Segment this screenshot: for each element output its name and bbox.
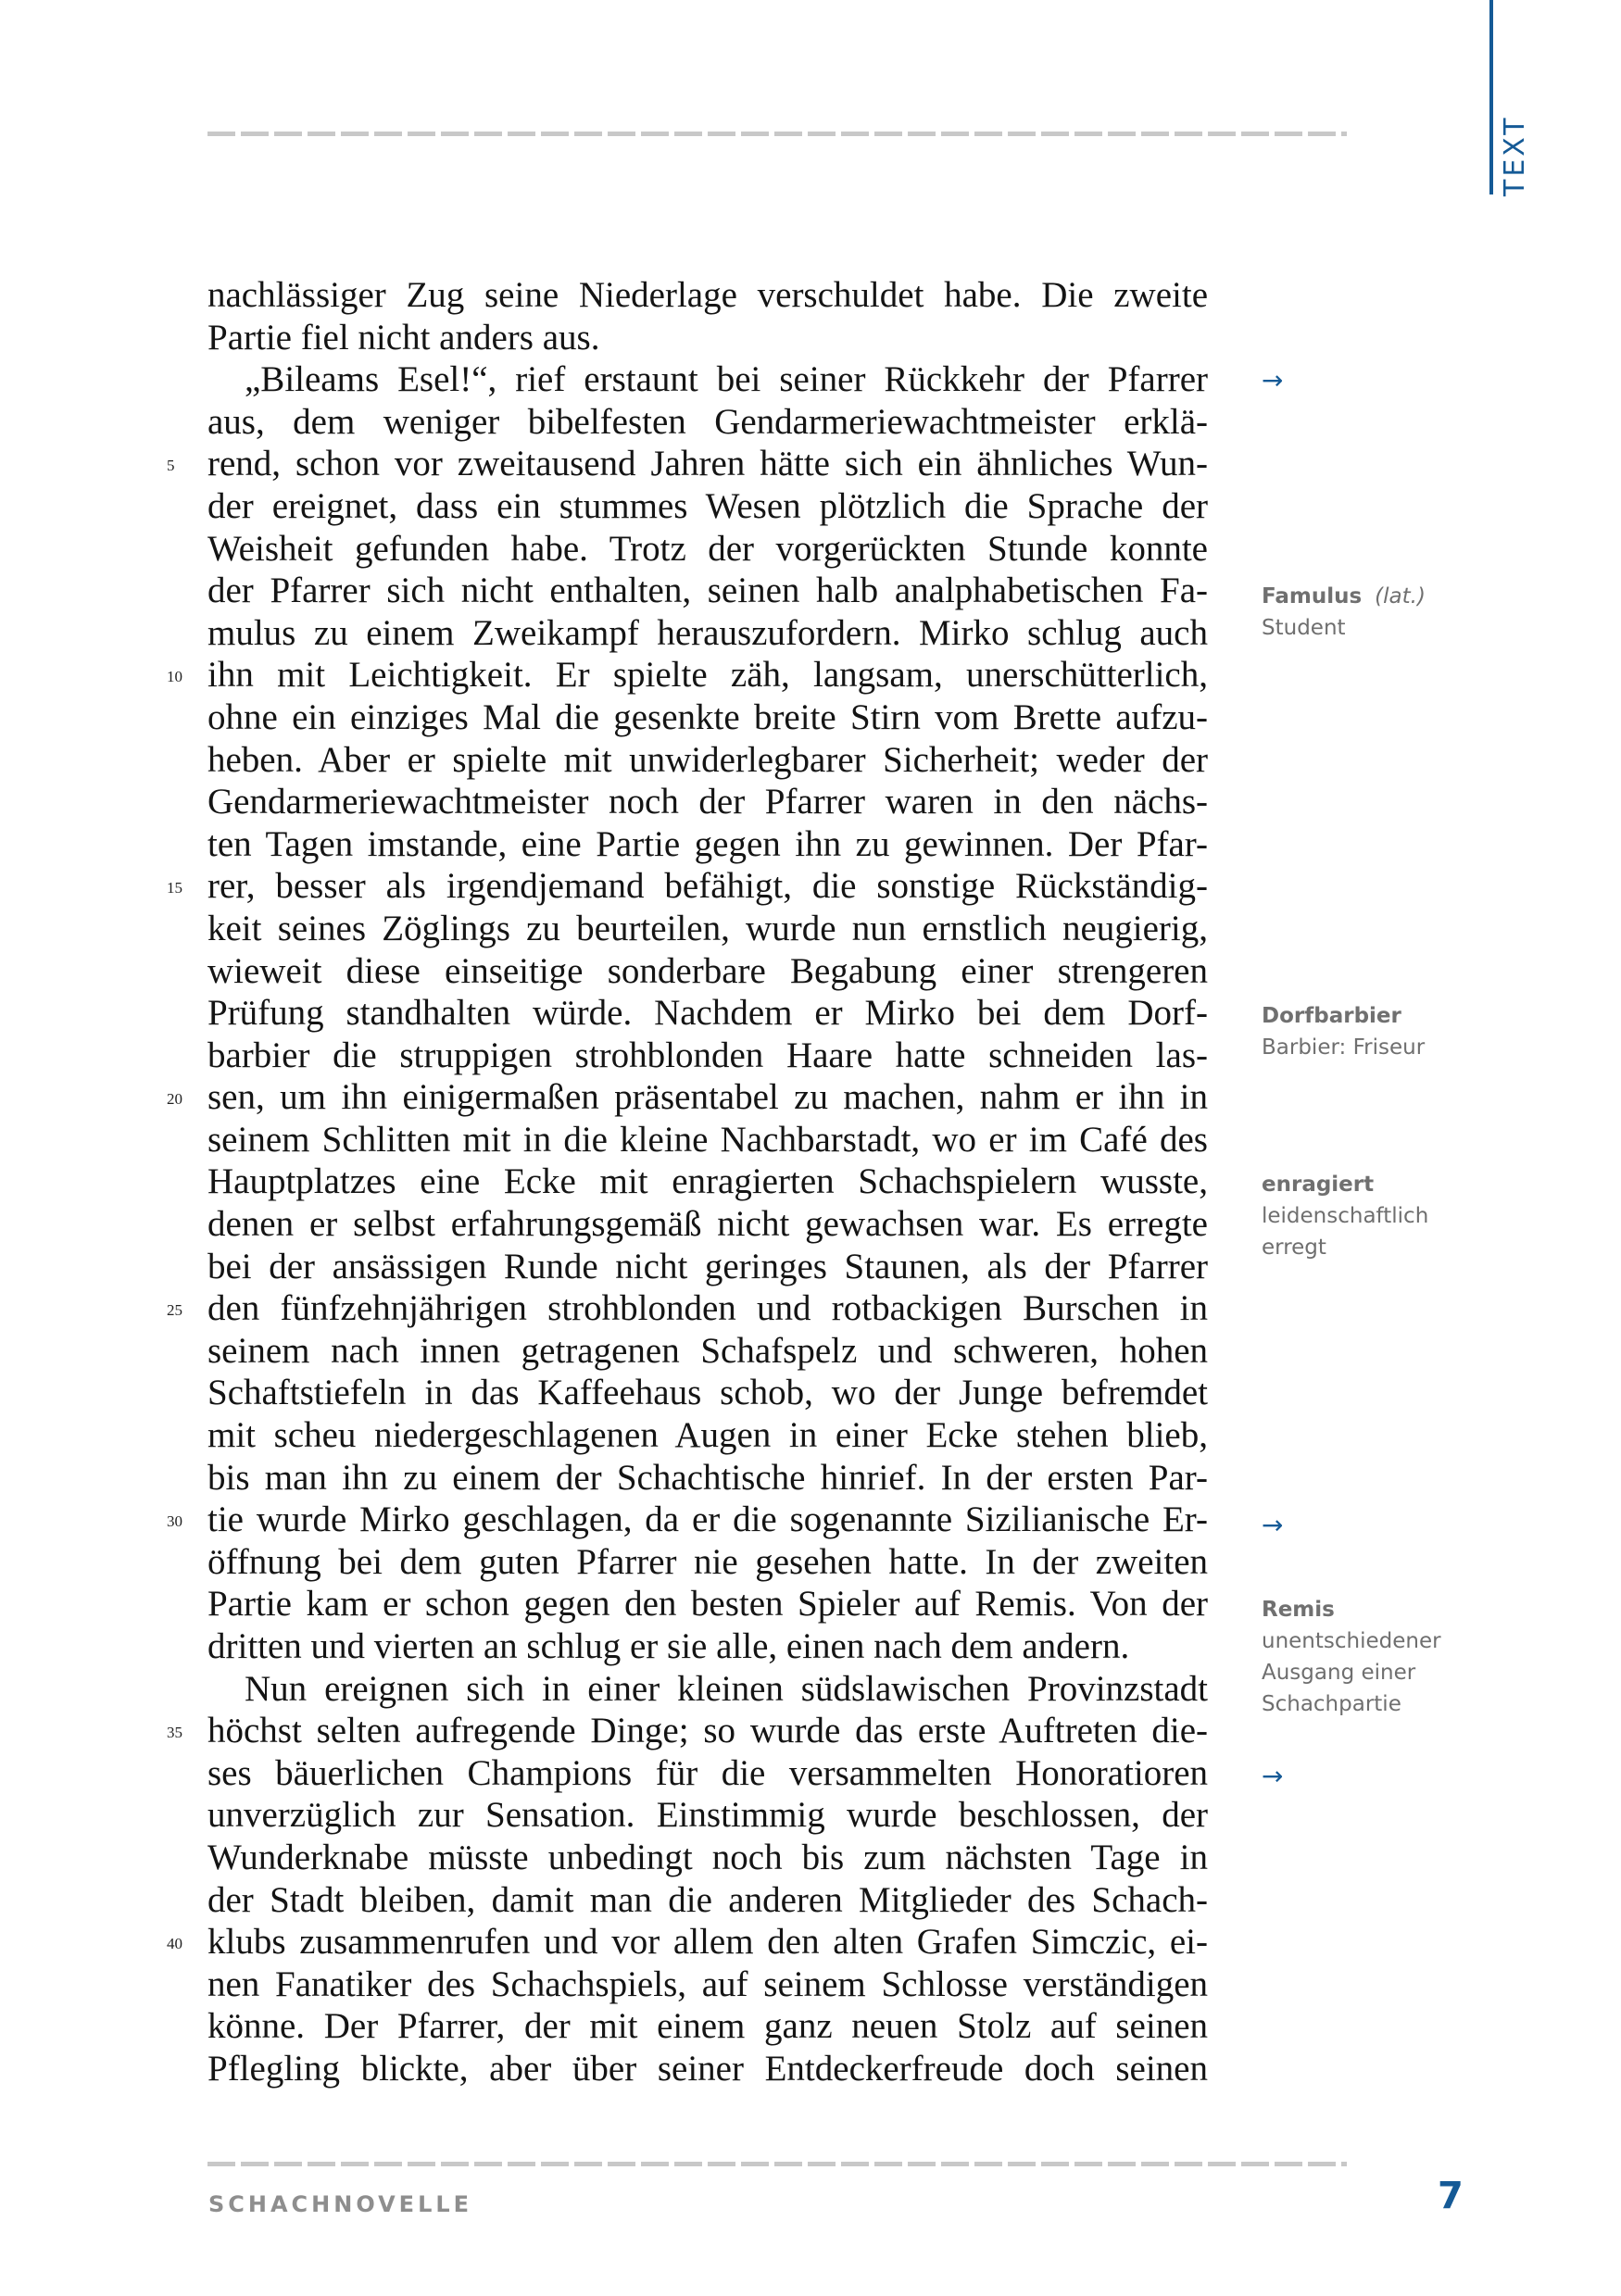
gloss-entry	[1262, 1169, 1428, 1263]
text-line-content: aus, dem weniger bibelfesten Gendarmeriewachtmeister erklä-	[207, 401, 1208, 442]
line-number: 5	[167, 457, 175, 475]
text-line-content: ses bäuerlichen Champions für die versammelten Honoratioren	[207, 1752, 1208, 1793]
text-line	[207, 1414, 1208, 1457]
line-number: 15	[167, 879, 182, 897]
text-line	[207, 1330, 1208, 1373]
text-line	[207, 274, 1208, 317]
text-line-content: Partie fiel nicht anders aus.	[207, 317, 600, 358]
text-line-content: mit scheu niedergeschlagenen Augen in einer Ecke stehen blieb,	[207, 1415, 1208, 1456]
gloss-term: Remis	[1262, 1598, 1335, 1622]
line-number: 25	[167, 1301, 182, 1320]
gloss-definition: Barbier: Friseur	[1262, 1035, 1426, 1060]
text-line-content: nen Fanatiker des Schachspiels, auf seinem Schlosse verständigen	[207, 1964, 1208, 2004]
body-text	[167, 274, 1208, 2090]
text-line	[207, 696, 1208, 739]
text-line	[167, 1076, 1208, 1119]
text-line-content: Nun ereignen sich in einer kleinen südslawischen Provinzstadt	[245, 1668, 1208, 1709]
text-line-content: tie wurde Mirko geschlagen, da er die sogenannte Sizilianische Er-	[207, 1499, 1208, 1540]
gloss-entry	[1262, 1000, 1425, 1063]
text-line	[207, 1246, 1208, 1288]
gloss-definition: leidenschaftlich	[1262, 1204, 1429, 1228]
text-line-content: der Pfarrer sich nicht enthalten, seinen halb analphabetischen Fa-	[207, 571, 1208, 611]
text-line-content: öffnung bei dem guten Pfarrer nie gesehen hatte. In der zweiten	[207, 1541, 1208, 1582]
running-footer-title: SCHACHNOVELLE	[208, 2191, 473, 2217]
gloss-term: enragiert	[1262, 1173, 1375, 1197]
right-arrow-icon: →	[1262, 365, 1284, 395]
text-line	[207, 1203, 1208, 1246]
text-line	[207, 1161, 1208, 1203]
text-line	[207, 1457, 1208, 1499]
top-dashed-divider	[207, 132, 1347, 136]
text-line-content: heben. Aber er spielte mit unwiderlegbarer Sicherheit; weder der	[207, 739, 1208, 780]
text-line-content: der Stadt bleiben, damit man die anderen Mitglieder des Schach-	[207, 1879, 1208, 1920]
text-line-content: sen, um ihn einigermaßen präsentabel zu machen, nahm er ihn in	[207, 1077, 1208, 1118]
gloss-definition: unentschiedener	[1262, 1629, 1441, 1653]
text-line	[167, 865, 1208, 908]
text-line	[207, 612, 1208, 655]
text-line-content: Pflegling blickte, aber über seiner Entdeckerfreude doch seinen	[207, 2048, 1208, 2089]
text-line-content: könne. Der Pfarrer, der mit einem ganz neuen Stolz auf seinen	[207, 2006, 1208, 2047]
text-line	[207, 1541, 1208, 1584]
text-line-content: Schaftstiefeln in das Kaffeehaus schob, wo der Junge befremdet	[207, 1373, 1208, 1413]
text-line	[207, 1625, 1208, 1668]
text-line-content: seinem nach innen getragenen Schafspelz und schweren, hohen	[207, 1330, 1208, 1371]
text-line-content: Prüfung standhalten würde. Nachdem er Mirko bei dem Dorf-	[207, 993, 1208, 1034]
text-line-content: Wunderknabe müsste unbedingt noch bis zum nächsten Tage in	[207, 1837, 1208, 1877]
line-number: 10	[167, 668, 182, 686]
text-line	[207, 1964, 1208, 2006]
text-line-content: bei der ansässigen Runde nicht geringes Staunen, als der Pfarrer	[207, 1246, 1208, 1286]
text-line-content: mulus zu einem Zweikampf herauszufordern. Mirko schlug auch	[207, 612, 1208, 653]
text-line-content: bis man ihn zu einem der Schachtische hinrief. In der ersten Par-	[207, 1457, 1208, 1498]
gloss-definition: Student	[1262, 616, 1346, 640]
text-line	[207, 1837, 1208, 1879]
text-line	[207, 2048, 1208, 2090]
page-number: 7	[1438, 2175, 1464, 2217]
text-line-content: denen er selbst erfahrungsgemäß nicht gewachsen war. Es erregte	[207, 1204, 1208, 1245]
text-line	[207, 317, 1208, 359]
text-line	[207, 992, 1208, 1035]
gloss-definition: Ausgang einer	[1262, 1661, 1416, 1685]
text-line-content: ohne ein einziges Mal die gesenkte breite Stirn vom Brette aufzu-	[207, 696, 1208, 737]
line-number: 20	[167, 1090, 182, 1109]
gloss-language-note: (lat.)	[1375, 584, 1426, 609]
text-line	[207, 1752, 1208, 1795]
section-tab-label: TEXT	[1499, 115, 1531, 196]
text-line	[207, 570, 1208, 612]
line-number: 30	[167, 1512, 182, 1531]
text-line	[207, 1794, 1208, 1837]
text-line-content: keit seines Zöglings zu beurteilen, wurde nun ernstlich neugierig,	[207, 908, 1208, 948]
line-number: 35	[167, 1724, 182, 1742]
text-line	[167, 1287, 1208, 1330]
gloss-definition: erregt	[1262, 1236, 1326, 1260]
text-line	[207, 1035, 1208, 1077]
text-line-content: Partie kam er schon gegen den besten Spieler auf Remis. Von der	[207, 1584, 1208, 1625]
text-line	[207, 781, 1208, 823]
text-line	[207, 739, 1208, 782]
right-arrow-icon: →	[1262, 1761, 1284, 1791]
text-line	[207, 485, 1208, 528]
text-line	[167, 654, 1208, 696]
text-line	[167, 1499, 1208, 1541]
text-line-content: Gendarmeriewachtmeister noch der Pfarrer waren in den nächs-	[207, 782, 1208, 822]
text-line-content: den fünfzehnjährigen strohblonden und rotbackigen Burschen in	[207, 1288, 1208, 1329]
text-line	[167, 443, 1208, 485]
text-line	[207, 2005, 1208, 2048]
text-line	[207, 358, 1208, 401]
text-line	[167, 1710, 1208, 1752]
text-line	[207, 401, 1208, 444]
gloss-entry	[1262, 581, 1426, 644]
text-line-content: rend, schon vor zweitausend Jahren hätte sich ein ähnliches Wun-	[207, 444, 1208, 484]
text-line	[207, 823, 1208, 866]
text-line-content: rer, besser als irgendjemand befähigt, die sonstige Rückständig-	[207, 866, 1208, 907]
text-line-content: der ereignet, dass ein stummes Wesen plötzlich die Sprache der	[207, 485, 1208, 526]
text-line	[207, 950, 1208, 993]
text-line-content: ten Tagen imstande, eine Partie gegen ihn zu gewinnen. Der Pfar-	[207, 823, 1208, 864]
text-line-content: höchst selten aufregende Dinge; so wurde das erste Auftreten die-	[207, 1711, 1208, 1751]
right-arrow-icon: →	[1262, 1510, 1284, 1540]
text-line	[207, 1372, 1208, 1414]
text-line-content: nachlässiger Zug seine Niederlage verschuldet habe. Die zweite	[207, 275, 1208, 315]
gloss-term: Dorfbarbier	[1262, 1004, 1401, 1028]
text-line	[207, 528, 1208, 571]
text-line	[207, 1583, 1208, 1625]
text-line-content: wieweit diese einseitige sonderbare Begabung einer strengeren	[207, 950, 1208, 991]
text-line-content: ihn mit Leichtigkeit. Er spielte zäh, langsam, unerschütterlich,	[207, 655, 1208, 696]
section-tab-rule	[1489, 0, 1493, 194]
text-line-content: Weisheit gefunden habe. Trotz der vorgerückten Stunde konnte	[207, 528, 1208, 569]
text-line	[207, 1879, 1208, 1922]
gloss-entry	[1262, 1594, 1441, 1720]
text-line	[207, 1668, 1208, 1711]
gloss-term: Famulus	[1262, 584, 1363, 609]
text-line	[167, 1921, 1208, 1964]
text-line-content: dritten und vierten an schlug er sie alle, einen nach dem andern.	[207, 1626, 1130, 1666]
text-line-content: „Bileams Esel!“, rief erstaunt bei seiner Rückkehr der Pfarrer	[245, 359, 1208, 400]
text-line-content: klubs zusammenrufen und vor allem den alten Grafen Simczic, ei-	[207, 1922, 1208, 1963]
gloss-definition: Schachpartie	[1262, 1692, 1401, 1716]
line-number: 40	[167, 1935, 182, 1953]
text-line	[207, 1119, 1208, 1161]
text-line-content: seinem Schlitten mit in die kleine Nachbarstadt, wo er im Café des	[207, 1119, 1208, 1160]
text-line	[207, 908, 1208, 950]
text-line-content: barbier die struppigen strohblonden Haare hatte schneiden las-	[207, 1035, 1208, 1075]
text-line-content: Hauptplatzes eine Ecke mit enragierten Schachspielern wusste,	[207, 1161, 1208, 1202]
text-line-content: unverzüglich zur Sensation. Einstimmig wurde beschlossen, der	[207, 1795, 1208, 1836]
bottom-dashed-divider	[207, 2162, 1347, 2166]
